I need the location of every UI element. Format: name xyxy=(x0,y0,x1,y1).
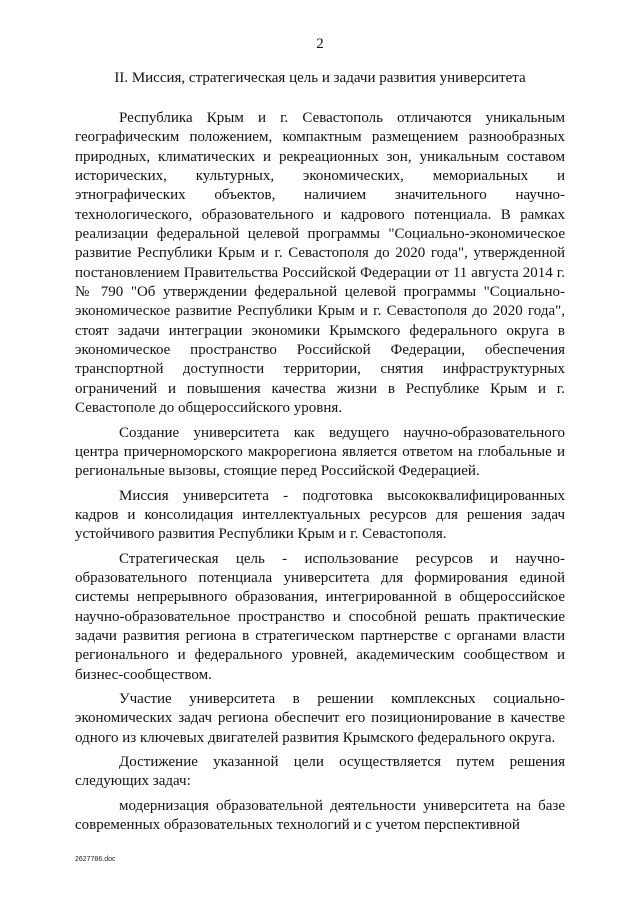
body-text xyxy=(75,109,565,835)
paragraph-mission: Миссия университета - подготовка высококвалифицированных кадров и консолидация интеллектуальных ресурсов для решения задач устойчивого развития Республики Крым и г. Севастополя. xyxy=(75,487,565,543)
paragraph-tasks-intro: Достижение указанной цели осуществляется путем решения следующих задач: xyxy=(75,754,565,790)
paragraph-strategic-goal: Стратегическая цель - использование ресурсов и научно-образовательного потенциала университета для формирования единой системы непрерывного образования, интегрированной в общероссийское научно-образовательное пространство и способной решать практические задачи развития региона в стратегическом партнерстве с органами власти регионального и федерального уровней, академическим сообществом и бизнес-сообществом. xyxy=(75,550,565,683)
paragraph-university-creation: Создание университета как ведущего научно-образовательного центра причерноморского макрорегиона является ответом на глобальные и региональные вызовы, стоящие перед Российской Федерацией. xyxy=(75,424,565,480)
page-number: 2 xyxy=(316,36,324,52)
paragraph-participation: Участие университета в решении комплексных социально-экономических задач региона обеспечит его позиционирование в качестве одного из ключевых двигателей развития Крымского федерального округа. xyxy=(75,690,565,746)
section-heading: II. Миссия, стратегическая цель и задачи развития университета xyxy=(114,70,526,86)
footer-filename: 2627786.doc xyxy=(75,856,116,863)
paragraph-region-description: Республика Крым и г. Севастополь отличаются уникальным географическим положением, компактным размещением разнообразных природных, климатических и рекреационных зон, уникальным составом исторических, культурных, экономических, мемориальных и этнографических объектов, наличием значительного научно-технологического, образовательного и кадрового потенциала. В рамках реализации федеральной целевой программы "Социально-экономическое развитие Республики Крым и г. Севастополя до 2020 года", утвержденной постановлением Правительства Российской Федерации от 11 августа 2014 г. № 790 "Об утверждении федеральной целевой программы "Социально-экономическое развитие Республики Крым и г. Севастополя до 2020 года", стоят задачи интеграции экономики Крымского федерального округа в экономическое пространство Российской Федерации, обеспечения транспортной доступности территории, снятия инфраструктурных ограничений и повышения качества жизни в Республике Крым и г. Севастополе до общероссийского уровня. xyxy=(75,110,565,417)
paragraph-task-modernization: модернизация образовательной деятельности университета на базе современных образовательных технологий и с учетом перспективной xyxy=(75,797,565,834)
